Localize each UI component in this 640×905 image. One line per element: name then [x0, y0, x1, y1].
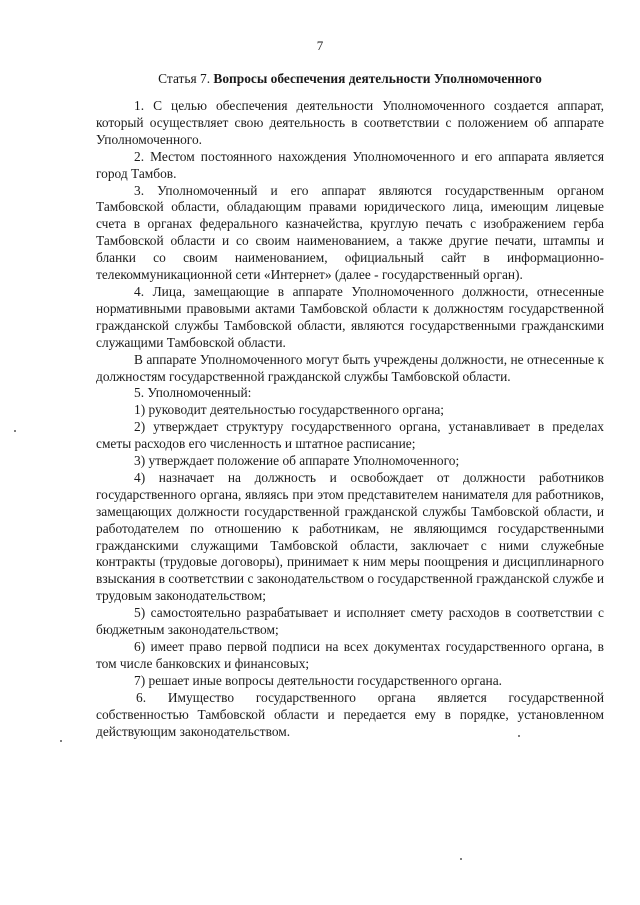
list-item-3: 3) утверждает положение об аппарате Уполномоченного; [134, 453, 460, 469]
list-item-1: 1) руководит деятельностью государственного органа; [134, 402, 445, 418]
scan-speck [60, 740, 62, 742]
list-item-4: 4) назначает на должность и освобождает от должности работников государственного органа, являясь при этом представителем нанимателя для работников, замещающих должности государственной гражданской службы Тамбовской области, и работодателем по отношению к работникам, не являющимся государственными гражданскими служащими Тамбовской области, заключает с ними служебные контракты (трудовые договоры), принимает к ним меры поощрения и дисциплинарного взыскания в соответствии с законодательством о государственной гражданской службе и трудовым законодательством; [96, 469, 604, 604]
page-number: 7 [316, 38, 324, 53]
paragraph-4-continued: В аппарате Уполномоченного могут быть учреждены должности, не отнесенные к должностям государственной гражданской службы Тамбовской области. [96, 351, 604, 384]
paragraph-1: 1. С целью обеспечения деятельности Уполномоченного создается аппарат, который осуществляет свою деятельность в соответствии с положением об аппарате Уполномоченного. [96, 98, 604, 147]
article-title: Вопросы обеспечения деятельности Уполномоченного [213, 71, 542, 86]
list-item-7: 7) решает иные вопросы деятельности государственного органа. [134, 672, 503, 688]
paragraph-2: 2. Местом постоянного нахождения Уполномоченного и его аппарата является город Тамбов. [96, 148, 604, 181]
scan-speck [460, 858, 462, 860]
paragraph-3: 3. Уполномоченный и его аппарат являются государственным органом Тамбовской области, обладающим правами юридического лица, имеющим лицевые счета в органах федерального казначейства, круглую печать с изображением герба Тамбовской области и со своим наименованием, а также другие печати, штампы и бланки со своим наименованием, официальный сайт в информационно-телекоммуникационной сети «Интернет» (далее - государственный орган). [96, 182, 604, 283]
paragraph-5: 5. Уполномоченный: [134, 385, 252, 401]
paragraph-4: 4. Лица, замещающие в аппарате Уполномоченного должности, отнесенные нормативными правовыми актами Тамбовской области к должностям государственной гражданской службы Тамбовской области, являются государственными гражданскими служащими Тамбовской области. [96, 283, 604, 350]
paragraph-6: 6. Имущество государственного органа является государственной собственностью Тамбовской области и передается ему в порядке, установленном действующим законодательством. [96, 689, 604, 739]
list-item-2: 2) утверждает структуру государственного органа, устанавливает в пределах сметы расходов его численность и штатное расписание; [96, 419, 604, 452]
article-number: Статья 7. [158, 71, 214, 86]
list-item-6: 6) имеет право первой подписи на всех документах государственного органа, в том числе банковских и финансовых; [96, 639, 604, 671]
scan-speck [14, 430, 16, 432]
article-heading [96, 70, 604, 88]
scan-speck [518, 735, 520, 737]
list-item-5: 5) самостоятельно разрабатывает и исполняет смету расходов в соответствии с бюджетным законодательством; [96, 605, 604, 638]
article-body [96, 98, 604, 740]
